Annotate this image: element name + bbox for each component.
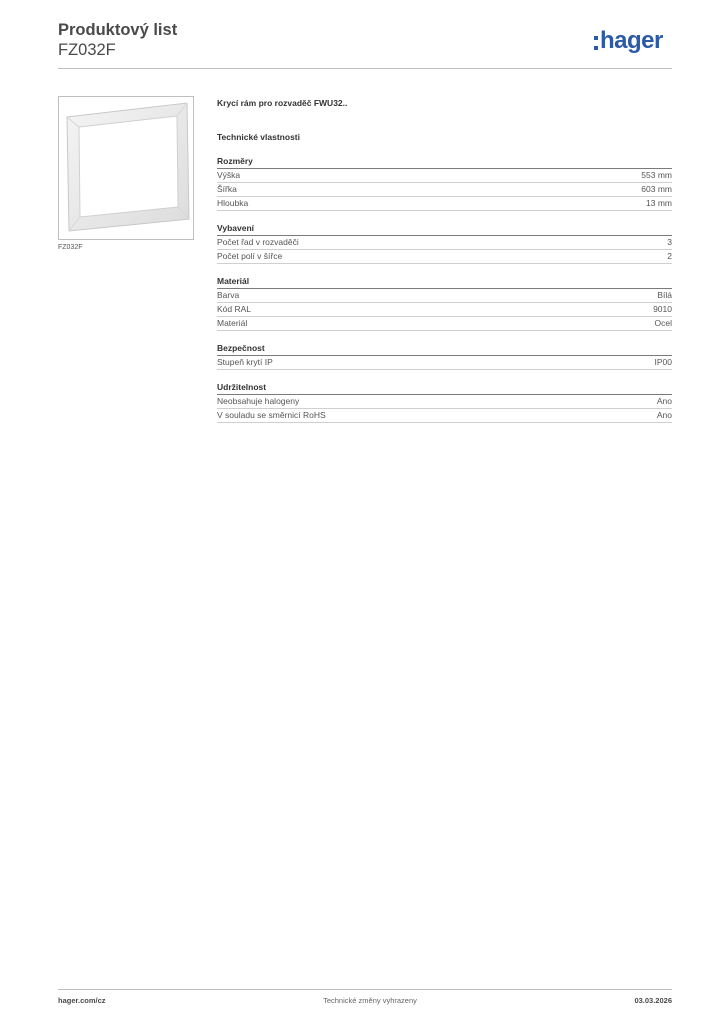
spec-value: 13 mm — [646, 198, 672, 208]
section-title: Vybavení — [217, 221, 672, 236]
product-image — [58, 96, 194, 240]
spec-label: Stupeň krytí IP — [217, 357, 273, 367]
spec-value: Ano — [656, 410, 672, 420]
spec-row — [217, 356, 672, 370]
spec-label: Barva — [217, 290, 240, 300]
spec-row — [217, 236, 672, 250]
spec-value: 603 mm — [641, 184, 672, 194]
cover-frame-icon — [59, 97, 193, 239]
spec-label: Výška — [217, 170, 241, 180]
section-title: Udržitelnost — [217, 380, 672, 395]
spec-value: 9010 — [653, 304, 672, 314]
header-divider — [58, 68, 672, 69]
section-safety — [217, 341, 672, 370]
product-description: Krycí rám pro rozvaděč FWU32.. — [217, 98, 348, 108]
section-dimensions — [217, 154, 672, 211]
document-title: Produktový list — [58, 21, 178, 39]
spec-label: Hloubka — [217, 198, 249, 208]
page-footer — [58, 996, 672, 1005]
spec-row — [217, 183, 672, 197]
page-header — [58, 20, 177, 60]
spec-label: Materiál — [217, 318, 248, 328]
product-code: FZ032F — [58, 41, 116, 59]
spec-row — [217, 409, 672, 423]
section-title: Rozměry — [217, 154, 672, 169]
spec-label: Šířka — [217, 184, 237, 194]
logo-colon-icon — [594, 36, 598, 50]
spec-row — [217, 317, 672, 331]
product-details — [217, 96, 672, 423]
spec-row — [217, 169, 672, 183]
hager-logo — [594, 26, 663, 56]
spec-value: Ano — [656, 396, 672, 406]
section-equipment — [217, 221, 672, 264]
website-link[interactable]: hager.com/cz — [58, 996, 106, 1005]
section-title: Bezpečnost — [217, 341, 672, 356]
footer-date: 03.03.2026 — [634, 996, 672, 1005]
spec-label: Počet polí v šířce — [217, 251, 283, 261]
footer-notice: Technické změny vyhrazeny — [323, 996, 417, 1005]
spec-label: Počet řad v rozvaděči — [217, 237, 299, 247]
spec-label: Kód RAL — [217, 304, 252, 314]
spec-row — [217, 197, 672, 211]
footer-divider — [58, 989, 672, 990]
spec-value: IP00 — [654, 357, 672, 367]
section-title: Materiál — [217, 274, 672, 289]
spec-value: 2 — [667, 251, 672, 261]
section-sustainability — [217, 380, 672, 423]
spec-value: 3 — [667, 237, 672, 247]
spec-row — [217, 303, 672, 317]
logo-text: hager — [600, 27, 663, 54]
spec-value: Bílá — [657, 290, 672, 300]
spec-row — [217, 289, 672, 303]
spec-label: V souladu se směrnicí RoHS — [217, 410, 326, 420]
section-material — [217, 274, 672, 331]
spec-label: Neobsahuje halogeny — [217, 396, 300, 406]
spec-row — [217, 395, 672, 409]
image-caption: FZ032F — [58, 244, 83, 251]
spec-row — [217, 250, 672, 264]
tech-heading: Technické vlastnosti — [217, 132, 300, 142]
spec-value: 553 mm — [641, 170, 672, 180]
spec-value: Ocel — [654, 318, 672, 328]
